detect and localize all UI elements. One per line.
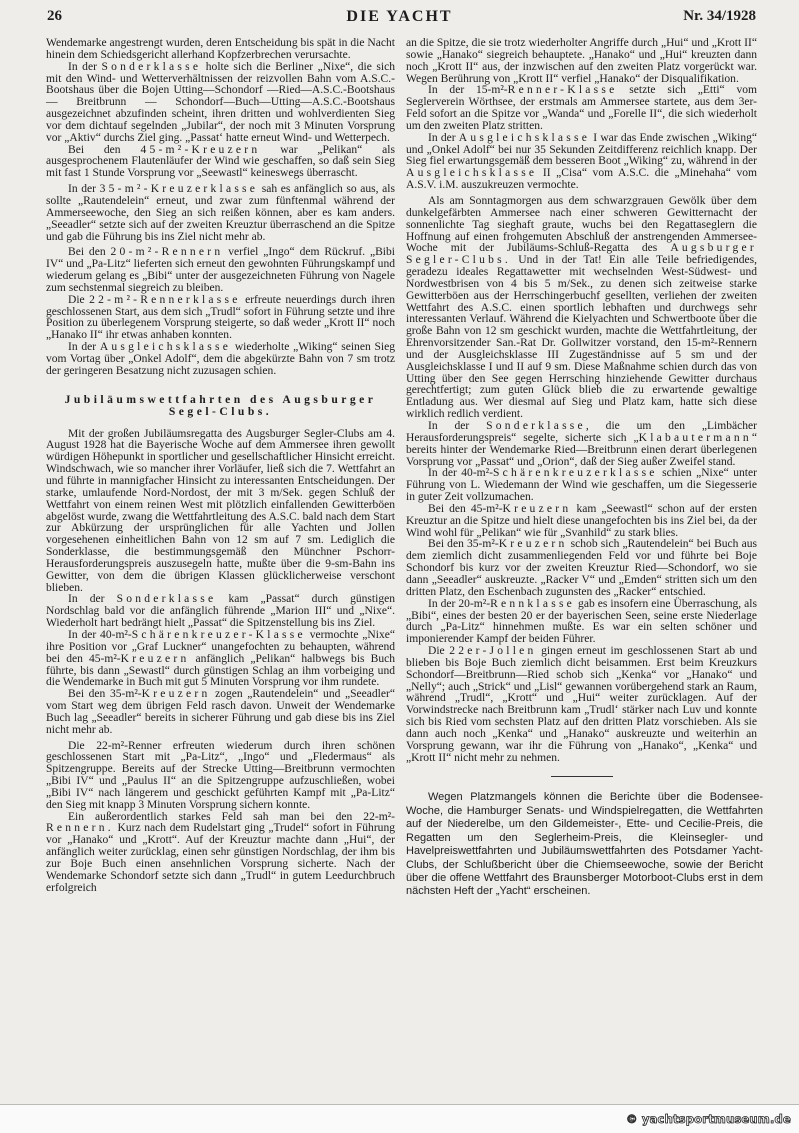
notice-block bbox=[406, 791, 763, 898]
paragraph-text: war „Pelikan“ als ausgesprochenem Flautenläufer der Wind wie geschaffen, so daß sein Sieg mit fast 1 Stunde Vorsprung vor „Seewastl“ keineswegs überrascht. bbox=[46, 143, 395, 180]
paragraph-text: anfänglich „Pelikan“ halbwegs bis Buch führte, bis dann „Sewastl“ durch günstigen Schlag an ihm vorbeiging und die Wendemarke in Buch mit gut 5 Minuten Vorsprung vor ihm rundete. bbox=[46, 652, 395, 689]
spaced-class-name: Schärenkreuzerklasse bbox=[492, 467, 658, 480]
article-paragraph bbox=[46, 295, 395, 342]
article-paragraph bbox=[46, 62, 395, 145]
paragraph-text: Kurz nach dem Rudelstart ging „Trudel“ sofort in Führung vor „Hanako“ und „Krott“. Auf der Kreuztur machte dann „Hui“, der anfänglich weiter zurücklag, einen sehr günstigen Nordschlag, der ihm bis zur Boje Buch einen ansehnlichen Vorsprung sicherte. Nach der Wendemarke Schondorf setzte sich dann „Trudl“ in gutem Leedurchbruch erfolgreich bbox=[46, 822, 395, 894]
paragraph-text: Bei den bbox=[68, 246, 111, 259]
paragraph-text: I war das Ende zwischen „Wiking“ und „Onkel Adolf“ bei nur 35 Sekunden Zeitdifferenz reichlich knapp. Der Sieg fiel erwartungsgemäß dem besseren Boot „Wiking“ zu, während in der bbox=[406, 131, 758, 168]
article-paragraph bbox=[406, 468, 757, 504]
paragraph-text: schien „Nixe“ unter Führung von L. Wiedemann der Wind wie geschaffen, um die Siegesserie in guter Zeit vollzumachen. bbox=[406, 467, 757, 504]
spaced-class-name: Augsburger Segler-Clubs. bbox=[406, 242, 757, 267]
paragraph-text: gingen erneut im geschlossenen Start ab und blieben bis Boje Buch ziemlich dicht beisammen. Erst beim Kreuzkurs Schondorf—Breitbrunn—Ried schob sich „Kenka“ vor „Hanako“ und „Nelly“; auch „Strick“ und „Lisl“ gewannen vorübergehend stark an Raum, während „Trudl“, „Krott“ und „Hui“ weiter zurücklagen. Auf der Vorwindstrecke nach Breitbrunn kam „Trudl‘ stärker nach Luv und konnte sich bis Ried vom sechsten Platz auf den dritten Platz vorschieben. Als sie dann auch noch „Kenka“ und „Hanako“ auskreuzte und weiterhin an Vorsprung gewann, war ihr die Führung von „Hanako“, „Kenka“ und „Krott II“ nicht mehr zu nehmen. bbox=[406, 645, 757, 764]
paragraph-text: setzte sich „Etti“ vom Seglerverein Wörthsee, der erstmals am Ammersee startete, aus dem 3er-Feld sofort an die Spitze vor „Wanda“ und „Forelle II“, die sich wiederholt um den zweiten Platz stritten. bbox=[406, 84, 757, 132]
paragraph-text: Die bbox=[68, 293, 90, 306]
spaced-class-name: Ausgleichsklasse bbox=[458, 131, 591, 144]
right-paragraphs bbox=[406, 38, 757, 764]
paragraph-text: Und in der Tat! Ein alle Teile befriedigendes, geradezu ideales Regattawetter mit wechselnden West-Südwest- und Nordwestbrisen von 4 bis 5 m/Sek., zu denen sich zeitweise starke Gewitterböen aus der Herrschingerbuchf gesellten, verliehen der zweiten Wettfahrt des A.S.C. einen sportlich lebhaften und durchwegs sehr interessanten Verlauf. Während die Kielyachten und Schwertboote über die große Bahn von 12 sm geschickt wurden, machte die Wettfahrtleitung, der Ehrenvorsitzender San.-Rat Dr. Gollwitzer vorstand, den 15-m²-Rennern und der Ausgleichsklasse III Zugeständnisse auf 5 sm und der Ausgleichsklasse I und II auf 9 sm. Diese Maßnahme schien durch das von Utting über den See gegen Herrsching hinziehende Gewitter durchaus gerechtfertigt; zum guten Glück blieb die zu erwartende gewaltige Entladung aus. Wer diesmal auf Sieg und Platz kam, hatte sich diese wirklich redlich verdient. bbox=[406, 254, 757, 421]
paragraph-text: Bei den 45-m²- bbox=[428, 502, 503, 515]
spaced-class-name: Schärenkreuzer-Klasse bbox=[131, 628, 306, 641]
spaced-class-name: Rennklasse bbox=[490, 597, 576, 610]
spaced-class-name: Kreuzern bbox=[498, 538, 568, 551]
paragraph-text: Die 22-m²-Renner erfreuten wiederum durch ihren schönen geschlossenen Start mit „Pa-Litz“, „Ingo“ und „Fledermaus“ als Spitzengruppe. Bereits auf der Strecke Utting—Breitbrunn vermochten „Bibi IV“ und „Paulus II“ an die Spitzengruppe aufzuschließen, wobei „Bibi IV“ nach längerem und geschickt geführten Kampf mit „Pa-Litz“ den Sieg mit knapp 3 Minuten Vorsprung sichern konnte. bbox=[46, 739, 395, 811]
paragraph-text: In der bbox=[68, 183, 100, 196]
spaced-class-name: Klabautermann bbox=[638, 431, 752, 444]
paragraph-text: In der bbox=[68, 341, 100, 354]
page-number: 26 bbox=[47, 8, 62, 24]
paragraph-text: Bei den 35-m²- bbox=[428, 538, 499, 551]
paragraph-text: Als am Sonntagmorgen aus dem schwarzgrauen Gewölk über dem dunkelgefärbten Ammersee nach einer schweren Gewitternacht der sonnenlichte Tag sieghaft graute, wuchs bei den Regattaseglern die Hoffnung auf einen frohgemuten Abschluß der anstrengenden Ammersee-Woche mit der Jubiläums-Schluß-Regatta des bbox=[406, 194, 757, 255]
watermark: © yachtsportmuseum.de bbox=[626, 1112, 791, 1126]
spaced-class-name: Ausgleichsklasse bbox=[99, 341, 232, 354]
article-paragraph bbox=[46, 812, 395, 895]
issue-number: Nr. 34/1928 bbox=[683, 8, 756, 24]
paragraph-text: holte sich die Berliner „Nixe“, die sich mit den Wind- und Wetterverhältnissen der reizvollen Bahn vom A.S.C.-Bootshaus über die Bojen Utting—Schondorf —Ried—A.S.C.-Bootshaus — Breitbrunn — Schondorf—Buch—Utting—A.S.C.-Bootshaus ausgezeichnet abzufinden scheint, ihren dritten und wohlverdienten Sieg vor dem dichtauf segelnden „Jubilar“, der noch mit 3 Minuten Vorsprung vor „Aktiv“ durchs Ziel ging. „Passat‘ hatte erneut Wind- und Wetterpech. bbox=[46, 60, 395, 144]
paragraph-text: wiederholte „Wiking“ seinen Sieg vom Vortag über „Onkel Adolf“, dem die abgekürzte Bahn von 7 sm trotz der geringeren Besatzung nicht zuzusagen schien. bbox=[46, 341, 395, 377]
paragraph-text: In der 15-m²- bbox=[428, 84, 508, 97]
article-paragraph bbox=[46, 689, 395, 736]
article-paragraph bbox=[46, 429, 395, 595]
paragraph-text: In der bbox=[428, 131, 459, 144]
spaced-class-name: Ausgleichsklasse bbox=[406, 167, 538, 180]
paragraph-text: vermochte „Nixe“ ihre Position vor „Graf Luckner“ unangefochten zu behaupten, während bei den 45-m²- bbox=[46, 628, 395, 665]
paragraph-text: kam „Passat“ durch günstigen Nordschlag bald vor die anfänglich führende „Marion III“ und „Nixe“. Wiederholt hart bedrängt hielt „Passat“ die Spitzenstellung bis ins Ziel. bbox=[46, 593, 395, 630]
paragraph-text: kam „Seewastl“ schon auf der ersten Kreuztur an die Spitze und hielt diese unangefochten bis ins Ziel bei, da der Wind wohl für „Pelikan“ wie für „Svanhild“ zu stark blies. bbox=[406, 502, 757, 539]
paragraph-text: , die um den „Limbächer Herausforderungspreis“ segelte, sicherte sich „ bbox=[406, 420, 757, 444]
paragraph-text: zogen „Rautendelein“ und „Seeadler“ vom Start weg dem übrigen Feld rasch davon. Unweit der Wendemarke Buch lag „Seeadler“ bereits in sicherer Führung und gab diese bis ins Ziel nicht mehr ab. bbox=[46, 688, 395, 736]
article-paragraph bbox=[46, 247, 395, 294]
paragraph-text: In der 40-m²- bbox=[68, 628, 132, 641]
paragraph-text: In der 20-m²- bbox=[428, 597, 491, 610]
paragraph-text: In der 40-m²- bbox=[428, 467, 493, 480]
left-column bbox=[46, 38, 395, 895]
article-paragraph bbox=[406, 421, 757, 468]
article-paragraph bbox=[46, 741, 395, 812]
paragraph-text: In der bbox=[428, 420, 487, 432]
paragraph-text: Bei den 35-m²- bbox=[68, 688, 142, 701]
paragraph-text: Bei den bbox=[68, 143, 141, 156]
article-paragraph bbox=[46, 145, 395, 181]
paragraph-text: Mit der großen Jubiläumsregatta des Augsburger Segler-Clubs am 4. August 1928 hat die Bayerische Woche auf dem Ammersee ihren gewollt würdigen Höhepunkt in sportlicher und gesellschaftlicher Hinsicht erreicht. Windschwach, wie so mancher ihrer Vorläufer, ließ sich die 7. Wettfahrt an und führte in mannigfacher Hinsicht zu interessanten Entscheidungen. Der starke, umlaufende Nord-Nordost, der mit 3 m/Sek. gegen Schluß der Wettfahrt von einem reinen West mit plötzlich einfallenden Gewitterböen abgelöst wurde, zwang die Wettfahrtleitung des A.S.C. bald nach dem Start zur Abkürzung der ursprünglichen für alle Yachten und Jollen vorgesehenen einheitlichen Bahn von 12 sm auf 7 sm. Lediglich die Sonderklasse, die bestimmungsgemäß den Münchner Pschorr-Herausforderungspreis auszusegeln hatte, mußte über die 9-sm-Bahn ins Gewitter, von dem die übrigen Klassen glücklicherweise verschont blieben. bbox=[46, 427, 395, 594]
article-paragraph bbox=[46, 38, 395, 62]
paragraph-text: verfiel „Ingo“ dem Rückruf. „Bibi IV“ und „Pa-Litz“ lieferten sich erneut den gewohnten Führungskampf und wiederum gelang es „Bibi“ unter der ausgezeichneten Führung von Nagele zum sechstenmal siegreich zu bleiben. bbox=[46, 246, 395, 294]
section-heading: Jubiläumswettfahrten des Augsburger Segel-Clubs. bbox=[64, 392, 377, 418]
magazine-title: DIE YACHT bbox=[346, 8, 453, 25]
article-paragraph bbox=[406, 599, 757, 646]
spaced-class-name: 35-m²-Kreuzerklasse bbox=[99, 183, 259, 196]
spaced-class-name: Kreuzern bbox=[502, 502, 572, 515]
article-paragraph bbox=[406, 133, 757, 192]
article-paragraph bbox=[406, 38, 757, 85]
article-paragraph bbox=[406, 196, 757, 421]
paragraph-text: Ein außerordentlich starkes Feld sah man bei den 22-m²- bbox=[68, 810, 395, 823]
article-paragraph bbox=[46, 184, 395, 243]
paragraph-text: an die Spitze, die sie trotz wiederholter Angriffe durch „Hui“ und „Krott II“ sowie „Hanako“ siegreich behauptete. „Hanako“ und „Hui“ kreuzten dann noch „Krott II“ aus, der inzwischen auf den zweiten Platz vorgerückt war. Wegen Berührung von „Krott II“ verfiel „Hanako“ der Disqualifikation. bbox=[406, 37, 757, 85]
paragraph-text: In der bbox=[68, 593, 117, 606]
article-paragraph bbox=[406, 539, 757, 598]
paragraph-text: “ bereits hinter der Wendemarke Ried—Breitbrunn einen derart überlegenen Vorsprung vor „Passat“ und „Orion“, daß der Sieg außer Zweifel stand. bbox=[406, 431, 757, 468]
article-paragraph bbox=[46, 342, 395, 378]
article-paragraph bbox=[406, 504, 757, 540]
notice-paragraph: Wegen Platzmangels können die Berichte über die Bodensee-Woche, die Hamburger Senats- und Windspielregatten, die Wettfahrten auf der Niederelbe, um den Gildemeister-, Ette- und Cecilie-Preis, die Regatten um den Seglerheim-Preis, die Kleinsegler- und Havelpreiswettfahrten und Jubiläumswettfahrten des Potsdamer Yacht-Clubs, der Schlußbericht über die Chiemseewoche, sowie der Bericht über die offene Wettfahrt des Braunsberger Motorboot-Clubs erst in dem nächsten Heft der „Yacht“ erscheinen. bbox=[406, 791, 763, 898]
paragraph-text: Die bbox=[428, 645, 450, 658]
paragraph-text: schob sich „Rautendelein“ bei Buch aus dem ziemlich dicht zusammenliegenden Feld vor und führte bei Boje Schondorf bis kurz vor der zweiten Kreuztur Ried—Schondorf, wo sie dann „Seeadler“ auskreuzte. „Racker V“ und „Emden“ stritten sich um den dritten Platz, den Eschenbach zugunsten des „Racker“ entschied. bbox=[406, 538, 757, 598]
spaced-class-name: 22-m²-Rennerklasse bbox=[89, 293, 241, 306]
article-paragraph bbox=[46, 594, 395, 630]
spaced-class-name: Renner-Klasse bbox=[507, 84, 618, 97]
spaced-class-name: Sonderklasse bbox=[101, 60, 202, 73]
paragraph-text: sah es anfänglich so aus, als sollte „Rautendelein“ erneut, und zwar zum fünftenmal während der Ammerseewoche, den Sieg an sich reißen können, aber es kam anders. „Seeadler“ setzte sich auf der zweiten Kreuztur überraschend an die Spitze und gab die Führung bis ins Ziel nicht mehr ab. bbox=[46, 183, 395, 243]
paragraph-text: In der bbox=[68, 60, 102, 73]
divider-rule bbox=[551, 776, 613, 777]
right-column bbox=[406, 37, 763, 899]
spaced-class-name: 20-m²-Rennern bbox=[110, 246, 224, 259]
article-paragraph bbox=[406, 85, 757, 132]
spaced-class-name: 22er-Jollen bbox=[449, 645, 537, 658]
paragraph-text: erfreute neuerdings durch ihren geschlossenen Start, aus dem sich „Trudl“ sofort in Führung setzte und ihre Position zu überlegenem Vorsprung steigerte, so daß weder „Krott II“ noch „Hanako II“ ihr etwas anhaben konnten. bbox=[46, 293, 396, 342]
paragraph-text: Wendemarke angestrengt wurden, deren Entscheidung bis spät in die Nacht hinein dem Schiedsgericht allerhand Kopfzerbrechen verursachte. bbox=[46, 37, 395, 61]
paragraph-text: gab es insofern eine Überraschung, als „Bibi“, eines der besten 20 er der bayerischen Seen, seine erste Niederlage durch „Pa-Litz“ hinnehmen mußte. Es war ein selten schöner und imponierender Kampf der beiden Führer. bbox=[406, 597, 757, 646]
left-paragraphs-section bbox=[46, 429, 395, 895]
left-paragraphs bbox=[46, 38, 395, 378]
spaced-class-name: Sonderklasse bbox=[486, 420, 586, 432]
article-paragraph bbox=[46, 630, 395, 689]
paragraph-text: II „Cisa“ vom A.S.C. die „Minehaha“ vom A.S.V. i.M. auszukreuzen vermochte. bbox=[406, 167, 757, 192]
article-paragraph bbox=[406, 646, 757, 764]
spaced-class-name: Kreuzern bbox=[120, 652, 190, 665]
spaced-class-name: 45-m²-Kreuzern bbox=[140, 143, 261, 156]
spaced-class-name: Sonderklasse bbox=[116, 593, 217, 606]
spaced-class-name: Kreuzern bbox=[141, 688, 211, 701]
spaced-class-name: Rennern. bbox=[46, 822, 114, 835]
